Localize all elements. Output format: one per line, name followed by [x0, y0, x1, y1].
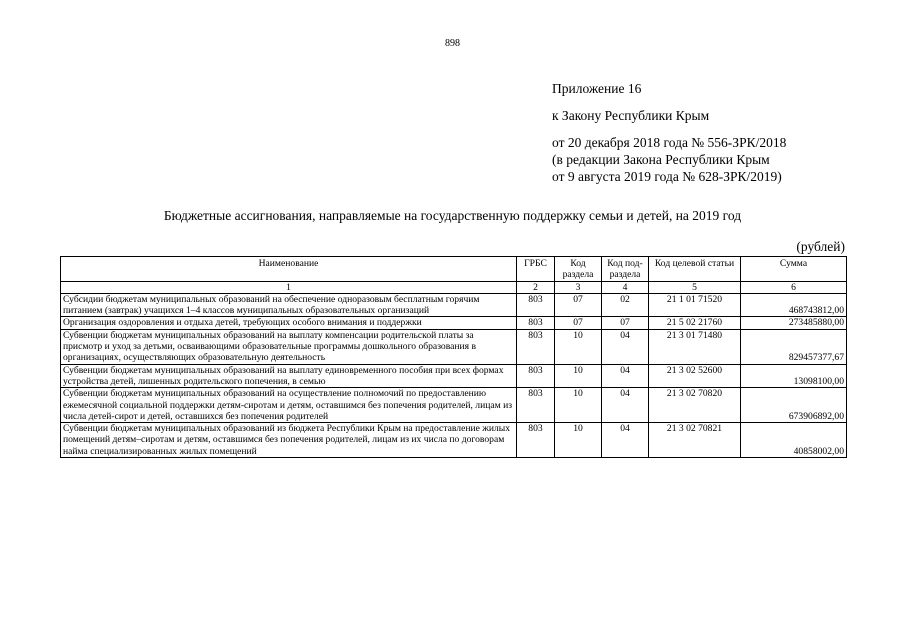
row-sum: 468743812,00	[741, 293, 847, 317]
header-csr: Код целевой статьи	[649, 257, 741, 282]
table-row	[61, 317, 847, 329]
row-grbs: 803	[517, 293, 555, 317]
row-sum: 673906892,00	[741, 388, 847, 423]
row-grbs: 803	[517, 317, 555, 329]
page-number: 898	[445, 38, 460, 49]
column-number-row	[61, 281, 847, 293]
row-razdel: 10	[555, 329, 602, 364]
appendix-amendment-date: от 9 августа 2019 года № 628-ЗРК/2019)	[552, 169, 782, 184]
appendix-law-date: от 20 декабря 2018 года № 556-ЗРК/2018	[552, 135, 787, 150]
row-razdel: 10	[555, 388, 602, 423]
row-sum: 829457377,67	[741, 329, 847, 364]
header-razdel: Код раздела	[555, 257, 602, 282]
row-name: Субвенции бюджетам муниципальных образований на осуществление полномочий по предоставлению ежемесячной социальной поддержки детям-сиротам и детям, оставшимся без попечения родителей, лицам из числа детей-сирот и детей, оставшихся без попечения родителей	[61, 388, 517, 423]
budget-table	[60, 256, 847, 458]
document-title: Бюджетные ассигнования, направляемые на государственную поддержку семьи и детей, на 2019 год	[163, 208, 742, 223]
row-razdel: 07	[555, 317, 602, 329]
row-sum: 40858002,00	[741, 423, 847, 458]
row-podrazdel: 04	[602, 423, 649, 458]
row-podrazdel: 04	[602, 388, 649, 423]
row-grbs: 803	[517, 388, 555, 423]
table-row	[61, 364, 847, 388]
row-csr: 21 3 01 71480	[649, 329, 741, 364]
row-name: Субвенции бюджетам муниципальных образований из бюджета Республики Крым на предоставление жилых помещений детям–сиротам и детям, оставшимся без попечения родителей, лицам из их числа по договорам найма специализированных жилых помещений	[61, 423, 517, 458]
row-podrazdel: 04	[602, 329, 649, 364]
column-number: 1	[61, 281, 517, 293]
row-podrazdel: 02	[602, 293, 649, 317]
row-podrazdel: 07	[602, 317, 649, 329]
row-sum: 13098100,00	[741, 364, 847, 388]
column-number: 6	[741, 281, 847, 293]
row-grbs: 803	[517, 329, 555, 364]
column-number: 5	[649, 281, 741, 293]
header-grbs: ГРБС	[517, 257, 555, 282]
appendix-law-ref: к Закону Республики Крым	[552, 108, 710, 123]
row-csr: 21 3 02 70821	[649, 423, 741, 458]
row-grbs: 803	[517, 364, 555, 388]
row-name: Субвенции бюджетам муниципальных образований на выплату единовременного пособия при всех формах устройства детей, лишенных родительского попечения, в семью	[61, 364, 517, 388]
row-csr: 21 3 02 52600	[649, 364, 741, 388]
row-csr: 21 1 01 71520	[649, 293, 741, 317]
row-csr: 21 3 02 70820	[649, 388, 741, 423]
row-name: Субвенции бюджетам муниципальных образований на выплату компенсации родительской платы за присмотр и уход за детьми, осваивающими образовательные программы дошкольного образования в организациях, осуществляющих образовательную деятельность	[61, 329, 517, 364]
row-csr: 21 5 02 21760	[649, 317, 741, 329]
appendix-label: Приложение 16	[552, 81, 642, 96]
appendix-block	[552, 80, 786, 185]
row-razdel: 07	[555, 293, 602, 317]
row-podrazdel: 04	[602, 364, 649, 388]
header-name: Наименование	[61, 257, 517, 282]
table-row	[61, 329, 847, 364]
row-grbs: 803	[517, 423, 555, 458]
header-sum: Сумма	[741, 257, 847, 282]
row-razdel: 10	[555, 423, 602, 458]
units-label: (рублей)	[796, 239, 845, 254]
row-razdel: 10	[555, 364, 602, 388]
table-header-row	[61, 257, 847, 282]
appendix-amendment: (в редакции Закона Республики Крым	[552, 152, 770, 167]
row-name: Организация оздоровления и отдыха детей, требующих особого внимания и поддержки	[61, 317, 517, 329]
column-number: 4	[602, 281, 649, 293]
column-number: 2	[517, 281, 555, 293]
table-row	[61, 423, 847, 458]
table-row	[61, 293, 847, 317]
header-podrazdel: Код под-раздела	[602, 257, 649, 282]
row-name: Субсидии бюджетам муниципальных образований на обеспечение одноразовым бесплатным горячим питанием (завтрак) учащихся 1–4 классов муниципальных образовательных организаций	[61, 293, 517, 317]
row-sum: 273485880,00	[741, 317, 847, 329]
column-number: 3	[555, 281, 602, 293]
table-row	[61, 388, 847, 423]
